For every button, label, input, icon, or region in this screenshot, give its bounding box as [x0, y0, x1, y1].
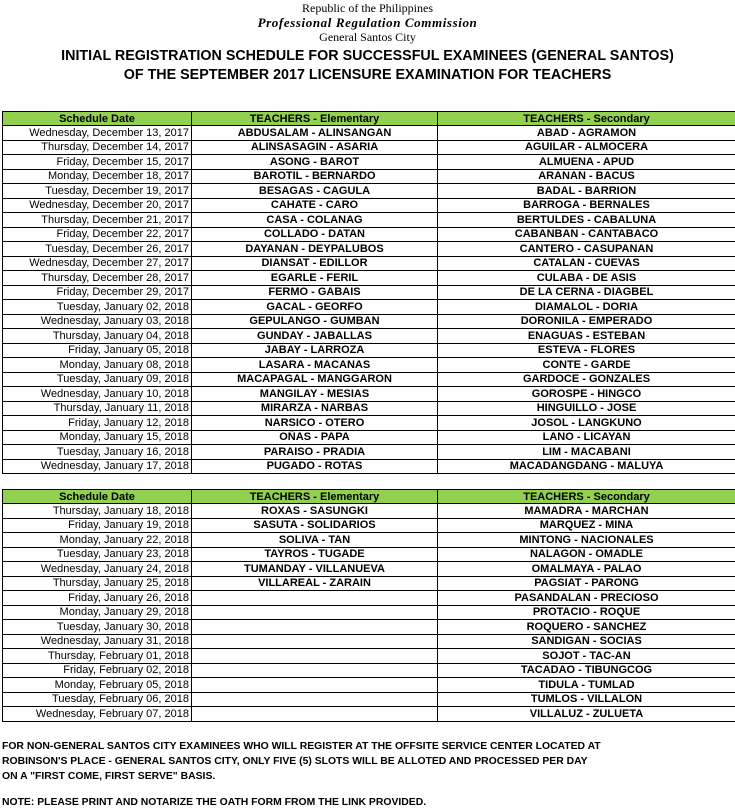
schedule-date-cell: Thursday, January 25, 2018 [3, 576, 192, 591]
schedule-rows-1 [3, 126, 735, 474]
schedule-date-cell: Monday, January 15, 2018 [3, 430, 192, 445]
elementary-range-cell: TAYROS - TUGADE [192, 547, 438, 562]
table-header-row [3, 112, 735, 126]
schedule-date-cell: Monday, January 08, 2018 [3, 358, 192, 373]
document-title [0, 47, 735, 85]
table-row [3, 533, 735, 548]
schedule-date-cell: Wednesday, December 27, 2017 [3, 256, 192, 271]
secondary-range-cell: CABANBAN - CANTABACO [438, 227, 735, 242]
elementary-range-cell: GUNDAY - JABALLAS [192, 329, 438, 344]
table-row [3, 692, 735, 707]
oath-form-note: NOTE: PLEASE PRINT AND NOTARIZE THE OATH FORM FROM THE LINK PROVIDED. [2, 795, 732, 810]
elementary-range-cell: VILLAREAL - ZARAIN [192, 576, 438, 591]
elementary-range-cell: EGARLE - FERIL [192, 271, 438, 286]
table-row [3, 140, 735, 155]
elementary-range-cell: BAROTIL - BERNARDO [192, 169, 438, 184]
schedule-date-cell: Tuesday, December 26, 2017 [3, 242, 192, 257]
header-secondary: TEACHERS - Secondary [438, 490, 735, 504]
secondary-range-cell: VILLALUZ - ZULUETA [438, 707, 735, 722]
schedule-date-cell: Monday, December 18, 2017 [3, 169, 192, 184]
title-line-1: INITIAL REGISTRATION SCHEDULE FOR SUCCESSFUL EXAMINEES (GENERAL SANTOS) [0, 47, 735, 66]
elementary-range-cell: DIANSAT - EDILLOR [192, 256, 438, 271]
secondary-range-cell: ESTEVA - FLORES [438, 343, 735, 358]
elementary-range-cell: FERMO - GABAIS [192, 285, 438, 300]
secondary-range-cell: OMALMAYA - PALAO [438, 562, 735, 577]
table-row [3, 155, 735, 170]
elementary-range-cell [192, 620, 438, 635]
table-row [3, 605, 735, 620]
table-row [3, 169, 735, 184]
schedule-date-cell: Thursday, January 18, 2018 [3, 504, 192, 519]
elementary-range-cell [192, 649, 438, 664]
header-secondary: TEACHERS - Secondary [438, 112, 735, 126]
secondary-range-cell: ROQUERO - SANCHEZ [438, 620, 735, 635]
title-line-2: OF THE SEPTEMBER 2017 LICENSURE EXAMINATION FOR TEACHERS [0, 66, 735, 85]
elementary-range-cell: GEPULANGO - GUMBAN [192, 314, 438, 329]
secondary-range-cell: PASANDALAN - PRECIOSO [438, 591, 735, 606]
table-row [3, 562, 735, 577]
schedule-date-cell: Monday, January 29, 2018 [3, 605, 192, 620]
schedule-date-cell: Friday, December 15, 2017 [3, 155, 192, 170]
elementary-range-cell [192, 678, 438, 693]
elementary-range-cell: GACAL - GEORFO [192, 300, 438, 315]
schedule-date-cell: Thursday, December 28, 2017 [3, 271, 192, 286]
table-row [3, 663, 735, 678]
table-row [3, 430, 735, 445]
schedule-date-cell: Wednesday, January 10, 2018 [3, 387, 192, 402]
elementary-range-cell: CAHATE - CARO [192, 198, 438, 213]
secondary-range-cell: DE LA CERNA - DIAGBEL [438, 285, 735, 300]
schedule-date-cell: Tuesday, January 23, 2018 [3, 547, 192, 562]
secondary-range-cell: TACADAO - TIBUNGCOG [438, 663, 735, 678]
elementary-range-cell: BESAGAS - CAGULA [192, 184, 438, 199]
secondary-range-cell: CATALAN - CUEVAS [438, 256, 735, 271]
secondary-range-cell: BARROGA - BERNALES [438, 198, 735, 213]
header-schedule-date: Schedule Date [3, 490, 192, 504]
table-row [3, 227, 735, 242]
offsite-note-line-2: ROBINSON'S PLACE - GENERAL SANTOS CITY, ONLY FIVE (5) SLOTS WILL BE ALLOTED AND PROCESSED PER DAY [2, 754, 732, 769]
elementary-range-cell: NARSICO - OTERO [192, 416, 438, 431]
schedule-date-cell: Monday, February 05, 2018 [3, 678, 192, 693]
schedule-date-cell: Wednesday, February 07, 2018 [3, 707, 192, 722]
schedule-date-cell: Wednesday, January 24, 2018 [3, 562, 192, 577]
secondary-range-cell: GARDOCE - GONZALES [438, 372, 735, 387]
elementary-range-cell: ASONG - BAROT [192, 155, 438, 170]
table-row [3, 300, 735, 315]
elementary-range-cell [192, 591, 438, 606]
elementary-range-cell [192, 707, 438, 722]
elementary-range-cell [192, 663, 438, 678]
schedule-date-cell: Thursday, January 04, 2018 [3, 329, 192, 344]
elementary-range-cell: MACAPAGAL - MANGGARON [192, 372, 438, 387]
secondary-range-cell: TIDULA - TUMLAD [438, 678, 735, 693]
secondary-range-cell: MACADANGDANG - MALUYA [438, 459, 735, 474]
secondary-range-cell: MINTONG - NACIONALES [438, 533, 735, 548]
table-row [3, 401, 735, 416]
table-row [3, 576, 735, 591]
table-row [3, 329, 735, 344]
schedule-date-cell: Monday, January 22, 2018 [3, 533, 192, 548]
secondary-range-cell: MARQUEZ - MINA [438, 518, 735, 533]
elementary-range-cell: ALINSASAGIN - ASARIA [192, 140, 438, 155]
schedule-date-cell: Thursday, February 01, 2018 [3, 649, 192, 664]
elementary-range-cell: PARAISO - PRADIA [192, 445, 438, 460]
offsite-note-line-3: ON A "FIRST COME, FIRST SERVE" BASIS. [2, 769, 732, 784]
secondary-range-cell: MAMADRA - MARCHAN [438, 504, 735, 519]
document-header [0, 1, 735, 85]
schedule-date-cell: Tuesday, January 09, 2018 [3, 372, 192, 387]
elementary-range-cell: LASARA - MACANAS [192, 358, 438, 373]
secondary-range-cell: LIM - MACABANI [438, 445, 735, 460]
table-row [3, 649, 735, 664]
secondary-range-cell: PAGSIAT - PARONG [438, 576, 735, 591]
elementary-range-cell [192, 692, 438, 707]
secondary-range-cell: TUMLOS - VILLALON [438, 692, 735, 707]
offsite-note-line-1: FOR NON-GENERAL SANTOS CITY EXAMINEES WHO WILL REGISTER AT THE OFFSITE SERVICE CENTER LOCATED AT [2, 739, 732, 754]
elementary-range-cell: JABAY - LARROZA [192, 343, 438, 358]
table-header-row [3, 490, 735, 504]
secondary-range-cell: ABAD - AGRAMON [438, 126, 735, 141]
schedule-rows-2 [3, 504, 735, 722]
schedule-date-cell: Tuesday, December 19, 2017 [3, 184, 192, 199]
schedule-date-cell: Wednesday, January 03, 2018 [3, 314, 192, 329]
secondary-range-cell: NALAGON - OMADLE [438, 547, 735, 562]
schedule-date-cell: Wednesday, December 20, 2017 [3, 198, 192, 213]
secondary-range-cell: DIAMALOL - DORIA [438, 300, 735, 315]
table-row [3, 547, 735, 562]
city-line: General Santos City [0, 30, 735, 44]
commission-name: Professional Regulation Commission [0, 15, 735, 30]
schedule-date-cell: Tuesday, January 30, 2018 [3, 620, 192, 635]
elementary-range-cell: SOLIVA - TAN [192, 533, 438, 548]
schedule-date-cell: Wednesday, January 17, 2018 [3, 459, 192, 474]
schedule-date-cell: Thursday, December 14, 2017 [3, 140, 192, 155]
table-row [3, 459, 735, 474]
elementary-range-cell [192, 605, 438, 620]
table-row [3, 358, 735, 373]
elementary-range-cell: OÑAS - PAPA [192, 430, 438, 445]
header-elementary: TEACHERS - Elementary [192, 112, 438, 126]
schedule-table-1 [2, 111, 735, 474]
schedule-date-cell: Friday, February 02, 2018 [3, 663, 192, 678]
table-row [3, 620, 735, 635]
secondary-range-cell: SANDIGAN - SOCIAS [438, 634, 735, 649]
schedule-date-cell: Tuesday, January 16, 2018 [3, 445, 192, 460]
secondary-range-cell: BADAL - BARRION [438, 184, 735, 199]
elementary-range-cell: MIRARZA - NARBAS [192, 401, 438, 416]
secondary-range-cell: DORONILA - EMPERADO [438, 314, 735, 329]
schedule-date-cell: Friday, December 22, 2017 [3, 227, 192, 242]
table-row [3, 213, 735, 228]
table-row [3, 678, 735, 693]
header-elementary: TEACHERS - Elementary [192, 490, 438, 504]
table-row [3, 518, 735, 533]
schedule-date-cell: Friday, January 19, 2018 [3, 518, 192, 533]
header-schedule-date: Schedule Date [3, 112, 192, 126]
secondary-range-cell: GOROSPE - HINGCO [438, 387, 735, 402]
schedule-table-2 [2, 489, 735, 722]
elementary-range-cell: MANGILAY - MESIAS [192, 387, 438, 402]
table-row [3, 591, 735, 606]
secondary-range-cell: ALMUENA - APUD [438, 155, 735, 170]
table-row [3, 707, 735, 722]
schedule-date-cell: Wednesday, December 13, 2017 [3, 126, 192, 141]
elementary-range-cell: TUMANDAY - VILLANUEVA [192, 562, 438, 577]
secondary-range-cell: CULABA - DE ASIS [438, 271, 735, 286]
schedule-date-cell: Thursday, December 21, 2017 [3, 213, 192, 228]
schedule-date-cell: Friday, December 29, 2017 [3, 285, 192, 300]
schedule-date-cell: Friday, January 12, 2018 [3, 416, 192, 431]
elementary-range-cell: DAYANAN - DEYPALUBOS [192, 242, 438, 257]
elementary-range-cell: COLLADO - DATAN [192, 227, 438, 242]
secondary-range-cell: ENAGUAS - ESTEBAN [438, 329, 735, 344]
secondary-range-cell: PROTACIO - ROQUE [438, 605, 735, 620]
table-row [3, 504, 735, 519]
table-row [3, 271, 735, 286]
secondary-range-cell: CANTERO - CASUPANAN [438, 242, 735, 257]
table-row [3, 372, 735, 387]
elementary-range-cell: ROXAS - SASUNGKI [192, 504, 438, 519]
table-row [3, 343, 735, 358]
table-row [3, 256, 735, 271]
secondary-range-cell: ARANAN - BACUS [438, 169, 735, 184]
secondary-range-cell: BERTULDES - CABALUNA [438, 213, 735, 228]
elementary-range-cell: CASA - COLANAG [192, 213, 438, 228]
table-row [3, 314, 735, 329]
elementary-range-cell: PUGADO - ROTAS [192, 459, 438, 474]
table-row [3, 184, 735, 199]
table-row [3, 445, 735, 460]
table-row [3, 198, 735, 213]
elementary-range-cell: SASUTA - SOLIDARIOS [192, 518, 438, 533]
schedule-date-cell: Thursday, January 11, 2018 [3, 401, 192, 416]
elementary-range-cell [192, 634, 438, 649]
schedule-date-cell: Tuesday, January 02, 2018 [3, 300, 192, 315]
schedule-date-cell: Tuesday, February 06, 2018 [3, 692, 192, 707]
secondary-range-cell: CONTE - GARDE [438, 358, 735, 373]
table-row [3, 416, 735, 431]
secondary-range-cell: HINGUILLO - JOSE [438, 401, 735, 416]
table-row [3, 387, 735, 402]
offsite-registration-note [2, 739, 732, 784]
schedule-date-cell: Wednesday, January 31, 2018 [3, 634, 192, 649]
table-row [3, 126, 735, 141]
secondary-range-cell: LANO - LICAYAN [438, 430, 735, 445]
table-row [3, 242, 735, 257]
schedule-date-cell: Friday, January 26, 2018 [3, 591, 192, 606]
elementary-range-cell: ABDUSALAM - ALINSANGAN [192, 126, 438, 141]
republic-line: Republic of the Philippines [0, 1, 735, 15]
table-row [3, 285, 735, 300]
secondary-range-cell: AGUILAR - ALMOCERA [438, 140, 735, 155]
schedule-date-cell: Friday, January 05, 2018 [3, 343, 192, 358]
secondary-range-cell: SOJOT - TAC-AN [438, 649, 735, 664]
secondary-range-cell: JOSOL - LANGKUNO [438, 416, 735, 431]
table-row [3, 634, 735, 649]
